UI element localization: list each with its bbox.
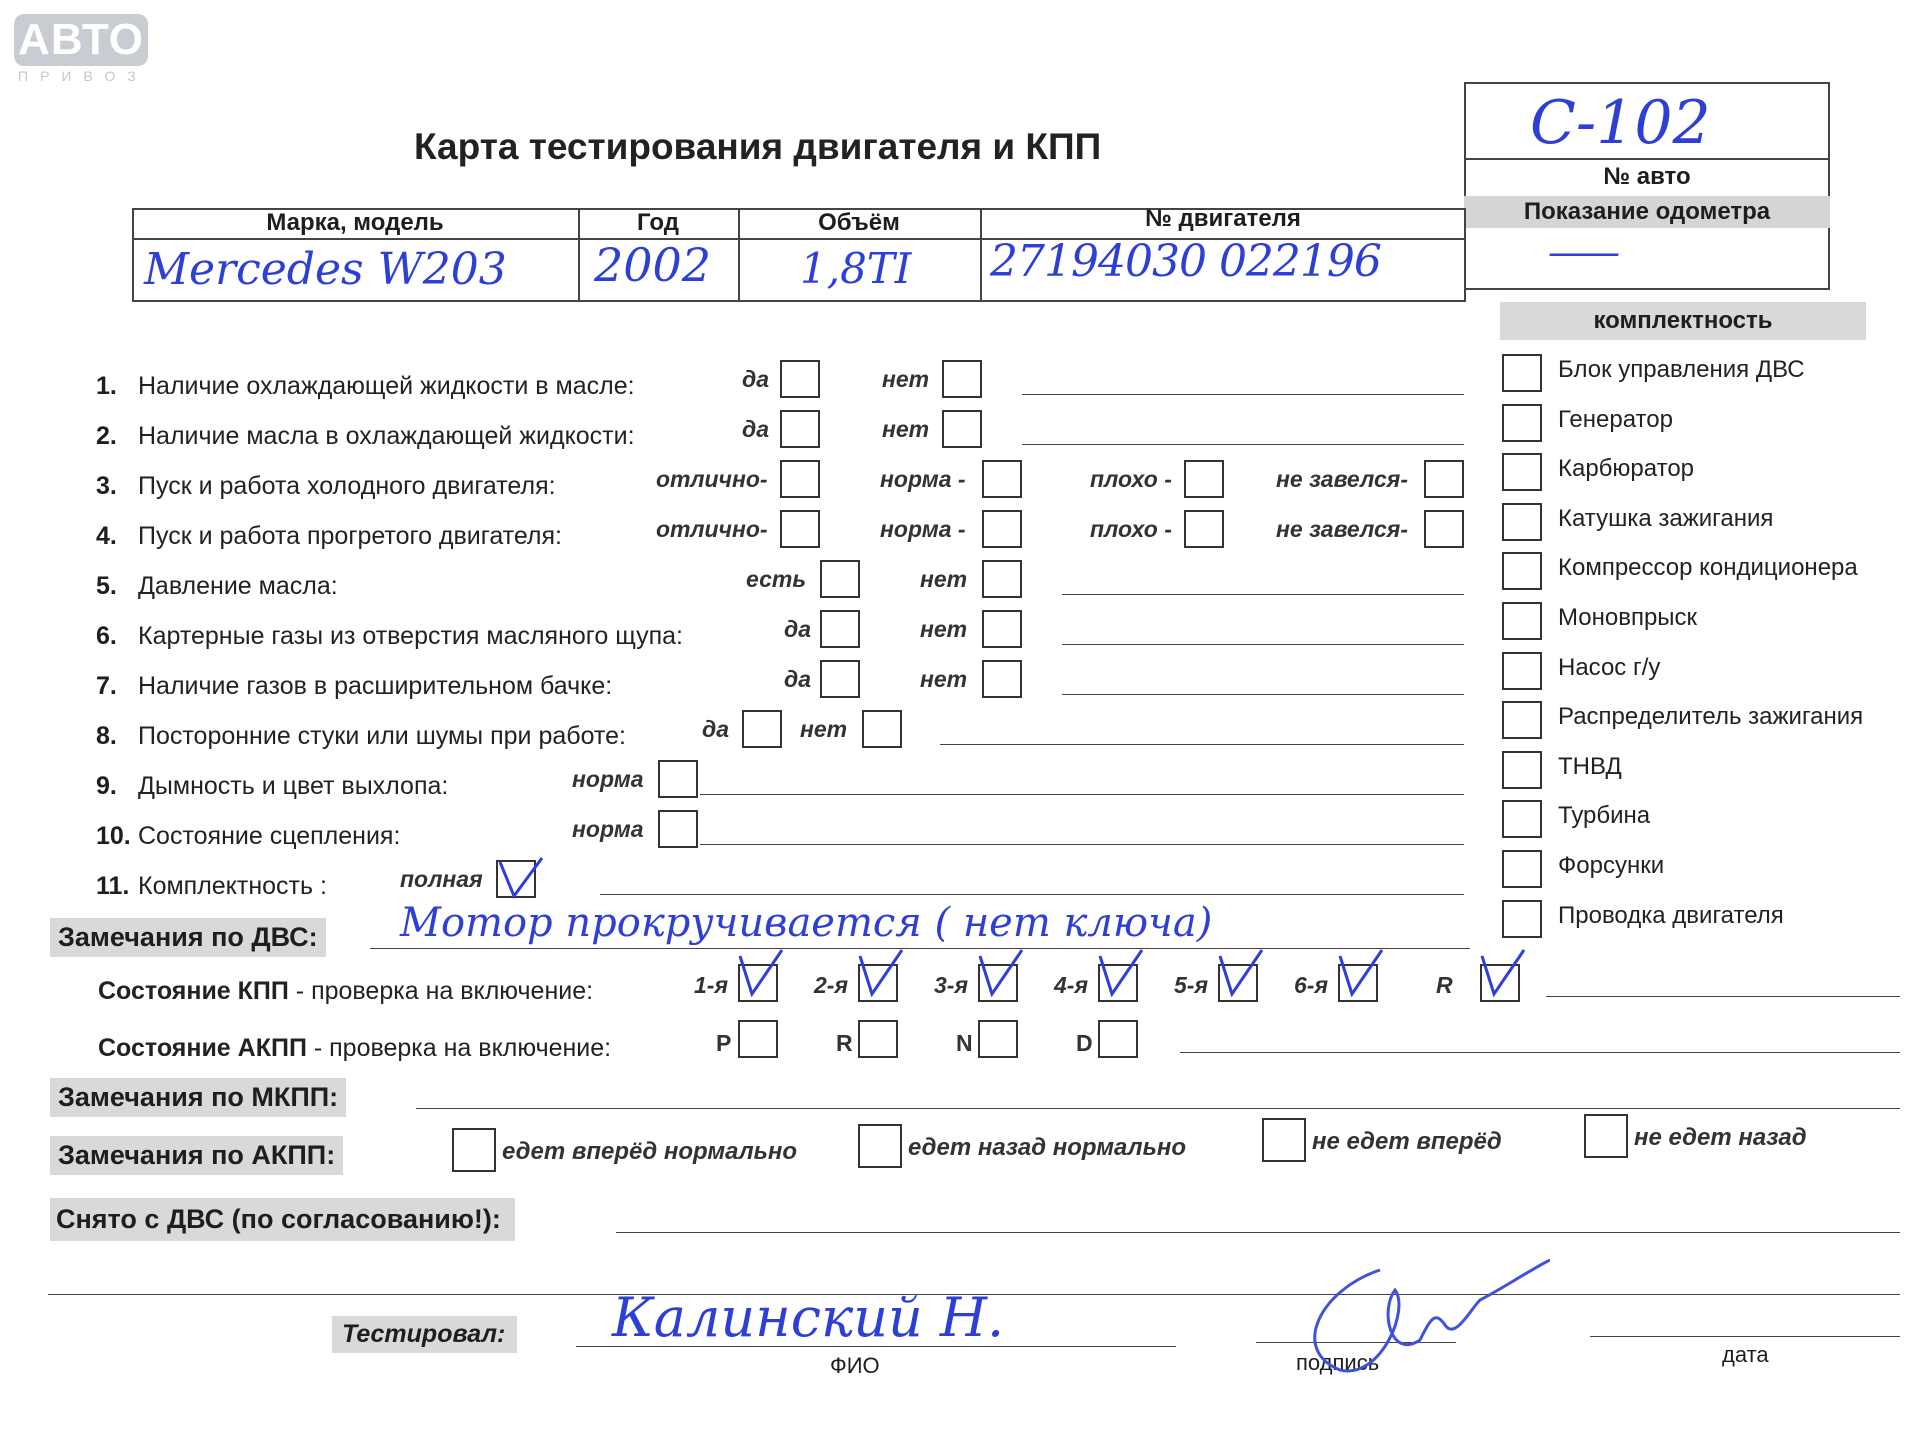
- item-option-label: отлично-: [656, 516, 768, 542]
- akpp-gear-label: R: [836, 1030, 853, 1056]
- komplekt-checkbox[interactable]: [1502, 751, 1542, 789]
- komplekt-label: Моновпрыск: [1558, 604, 1698, 631]
- item-option-checkbox[interactable]: [742, 710, 782, 748]
- komplekt-checkbox[interactable]: [1502, 552, 1542, 590]
- kpp-gear-label: 6-я: [1294, 972, 1328, 998]
- item-option-label: да: [742, 416, 770, 442]
- value-volume: 1,8TI: [800, 244, 912, 293]
- item-number: 5.: [96, 572, 117, 600]
- item-label: Посторонние стуки или шумы при работе:: [138, 722, 626, 750]
- dvs-remarks-value: Мотор прокручивается ( нет ключа): [400, 900, 1213, 946]
- item-option-checkbox[interactable]: [780, 410, 820, 448]
- tested-label: Тестировал:: [332, 1316, 517, 1353]
- item-option-label: да: [742, 366, 770, 392]
- item-option-label: плохо -: [1090, 466, 1172, 492]
- akpp-remark-checkbox[interactable]: [452, 1128, 496, 1172]
- akpp-remarks-label: Замечания по АКПП:: [50, 1136, 343, 1175]
- item-number: 4.: [96, 522, 117, 550]
- odometer-label: Показание одометра: [1464, 196, 1830, 228]
- signature-drawing: [1230, 1250, 1550, 1390]
- check-mark-icon: [1094, 948, 1146, 1000]
- value-engine-no: 27194030 022196: [990, 236, 1381, 287]
- komplekt-checkbox[interactable]: [1502, 652, 1542, 690]
- item-option-checkbox[interactable]: [658, 760, 698, 798]
- akpp-remark-checkbox[interactable]: [858, 1124, 902, 1168]
- item-option-label: да: [702, 716, 730, 742]
- komplekt-checkbox[interactable]: [1502, 900, 1542, 938]
- item-label: Наличие газов в расширительном бачке:: [138, 672, 613, 700]
- item-label: Наличие масла в охлаждающей жидкости:: [138, 422, 635, 450]
- item-option-checkbox[interactable]: [1184, 460, 1224, 498]
- check-mark-komplektnost: [494, 856, 544, 906]
- komplekt-label: Генератор: [1558, 405, 1673, 433]
- item-option-label: полная: [400, 866, 483, 892]
- logo-subtitle: ПРИВОЗ: [18, 68, 148, 84]
- akpp-remark-checkbox[interactable]: [1262, 1118, 1306, 1162]
- removed-label: Снято с ДВС (по согласованию!):: [50, 1198, 515, 1241]
- komplekt-title: комплектность: [1500, 302, 1866, 340]
- komplekt-label: Турбина: [1558, 802, 1651, 830]
- item-option-label: норма -: [880, 516, 966, 542]
- akpp-remark-checkbox[interactable]: [1584, 1114, 1628, 1158]
- item-number: 7.: [96, 672, 117, 700]
- item-label: Комплектность :: [138, 872, 327, 900]
- item-number: 2.: [96, 422, 117, 450]
- value-make: Mercedes W203: [144, 244, 507, 295]
- item-number: 8.: [96, 722, 117, 750]
- item-number: 1.: [96, 372, 117, 400]
- akpp-gear-label: P: [716, 1030, 732, 1056]
- akpp-remark-label: едет назад нормально: [908, 1134, 1187, 1161]
- check-mark-icon: [1334, 948, 1386, 1000]
- item-option-checkbox[interactable]: [942, 410, 982, 448]
- akpp-remark-label: не едет назад: [1634, 1124, 1807, 1151]
- komplekt-label: Компрессор кондиционера: [1558, 554, 1858, 582]
- item-option-checkbox[interactable]: [982, 460, 1022, 498]
- item-label: Дымность и цвет выхлопа:: [138, 772, 449, 800]
- komplekt-label: ТНВД: [1558, 752, 1622, 780]
- item-option-label: нет: [920, 666, 968, 692]
- item-option-label: нет: [920, 616, 968, 642]
- date-caption: дата: [1722, 1342, 1769, 1367]
- item-number: 9.: [96, 772, 117, 800]
- item-option-label: норма: [572, 766, 644, 792]
- kpp-label: Состояние КПП - проверка на включение:: [98, 977, 594, 1005]
- item-option-checkbox[interactable]: [658, 810, 698, 848]
- item-option-checkbox[interactable]: [982, 610, 1022, 648]
- item-option-label: нет: [882, 366, 930, 392]
- value-year: 2002: [594, 238, 712, 292]
- komplekt-checkbox[interactable]: [1502, 602, 1542, 640]
- komplekt-label: Карбюратор: [1558, 455, 1695, 483]
- item-option-checkbox[interactable]: [820, 660, 860, 698]
- fio-caption: ФИО: [830, 1353, 880, 1378]
- item-option-checkbox[interactable]: [780, 460, 820, 498]
- akpp-gear-checkbox[interactable]: [978, 1020, 1018, 1058]
- item-option-label: отлично-: [656, 466, 768, 492]
- item-option-checkbox[interactable]: [1424, 510, 1464, 548]
- signature-caption: подпись: [1296, 1350, 1380, 1375]
- item-label: Картерные газы из отверстия масляного щупа:: [138, 622, 683, 650]
- mkpp-remarks-label: Замечания по МКПП:: [50, 1078, 346, 1117]
- item-option-checkbox[interactable]: [982, 510, 1022, 548]
- kpp-gear-label: 1-я: [694, 972, 728, 998]
- komplekt-label: Проводка двигателя: [1558, 901, 1784, 929]
- header-year: Год: [637, 209, 679, 236]
- header-make: Марка, модель: [266, 209, 444, 236]
- item-option-label: нет: [800, 716, 848, 742]
- komplekt-label: Катушка зажигания: [1558, 504, 1774, 532]
- item-option-label: не завелся-: [1276, 466, 1408, 492]
- check-mark-icon: [974, 948, 1026, 1000]
- dvs-remarks-label: Замечания по ДВС:: [50, 918, 326, 957]
- akpp-remark-label: не едет вперёд: [1312, 1128, 1502, 1155]
- komplekt-checkbox[interactable]: [1502, 800, 1542, 838]
- kpp-gear-label: 3-я: [934, 972, 968, 998]
- akpp-gear-label: D: [1076, 1030, 1093, 1056]
- item-option-label: есть: [746, 566, 806, 592]
- kpp-gear-label: R: [1436, 972, 1453, 998]
- item-option-label: нет: [920, 566, 968, 592]
- akpp-label: Состояние АКПП - проверка на включение:: [98, 1034, 612, 1062]
- item-option-checkbox[interactable]: [982, 560, 1022, 598]
- item-number: 10.: [96, 822, 131, 850]
- item-label: Пуск и работа холодного двигателя:: [138, 472, 556, 500]
- item-label: Давление масла:: [138, 572, 338, 600]
- item-label: Наличие охлаждающей жидкости в масле:: [138, 372, 635, 400]
- item-number: 3.: [96, 472, 117, 500]
- item-label: Пуск и работа прогретого двигателя:: [138, 522, 562, 550]
- kpp-gear-label: 4-я: [1054, 972, 1088, 998]
- item-option-checkbox[interactable]: [1184, 510, 1224, 548]
- akpp-gear-label: N: [956, 1030, 973, 1056]
- komplekt-checkbox[interactable]: [1502, 453, 1542, 491]
- item-option-checkbox[interactable]: [780, 360, 820, 398]
- komplekt-label: Распределитель зажигания: [1558, 703, 1864, 731]
- item-option-label: да: [784, 616, 812, 642]
- komplekt-label: Блок управления ДВС: [1558, 356, 1805, 383]
- check-mark-icon: [854, 948, 906, 1000]
- check-mark-icon: [1214, 948, 1266, 1000]
- komplekt-checkbox[interactable]: [1502, 503, 1542, 541]
- item-option-checkbox[interactable]: [942, 360, 982, 398]
- item-number: 11.: [96, 872, 130, 900]
- akpp-gear-checkbox[interactable]: [858, 1020, 898, 1058]
- item-option-checkbox[interactable]: [780, 510, 820, 548]
- item-option-checkbox[interactable]: [820, 610, 860, 648]
- page-title: Карта тестирования двигателя и КПП: [414, 126, 1102, 167]
- item-option-checkbox[interactable]: [862, 710, 902, 748]
- komplekt-label: Насос г/у: [1558, 653, 1661, 681]
- komplekt-checkbox[interactable]: [1502, 354, 1542, 392]
- logo: АВТО: [14, 14, 148, 66]
- komplekt-checkbox[interactable]: [1502, 850, 1542, 888]
- item-option-checkbox[interactable]: [820, 560, 860, 598]
- kpp-gear-label: 2-я: [814, 972, 848, 998]
- car-number-value: C-102: [1530, 88, 1711, 158]
- car-number-label: № авто: [1603, 163, 1691, 190]
- item-option-checkbox[interactable]: [1424, 460, 1464, 498]
- kpp-gear-label: 5-я: [1174, 972, 1208, 998]
- odometer-value: ——: [1548, 230, 1616, 274]
- komplekt-checkbox[interactable]: [1502, 404, 1542, 442]
- item-option-label: да: [784, 666, 812, 692]
- item-option-checkbox[interactable]: [982, 660, 1022, 698]
- item-option-label: норма -: [880, 466, 966, 492]
- item-label: Состояние сцепления:: [138, 822, 401, 850]
- item-number: 6.: [96, 622, 117, 650]
- komplekt-checkbox[interactable]: [1502, 701, 1542, 739]
- check-mark-icon: [734, 948, 786, 1000]
- akpp-remark-label: едет вперёд нормально: [502, 1138, 798, 1165]
- header-engine-no: № двигателя: [1145, 205, 1301, 232]
- item-option-label: плохо -: [1090, 516, 1172, 542]
- akpp-gear-checkbox[interactable]: [1098, 1020, 1138, 1058]
- item-option-label: нет: [882, 416, 930, 442]
- check-mark-icon: [1476, 948, 1528, 1000]
- item-option-label: норма: [572, 816, 644, 842]
- header-volume: Объём: [818, 209, 900, 236]
- item-option-label: не завелся-: [1276, 516, 1408, 542]
- akpp-gear-checkbox[interactable]: [738, 1020, 778, 1058]
- komplekt-label: Форсунки: [1558, 852, 1665, 879]
- tester-name: Калинский Н.: [612, 1286, 1005, 1349]
